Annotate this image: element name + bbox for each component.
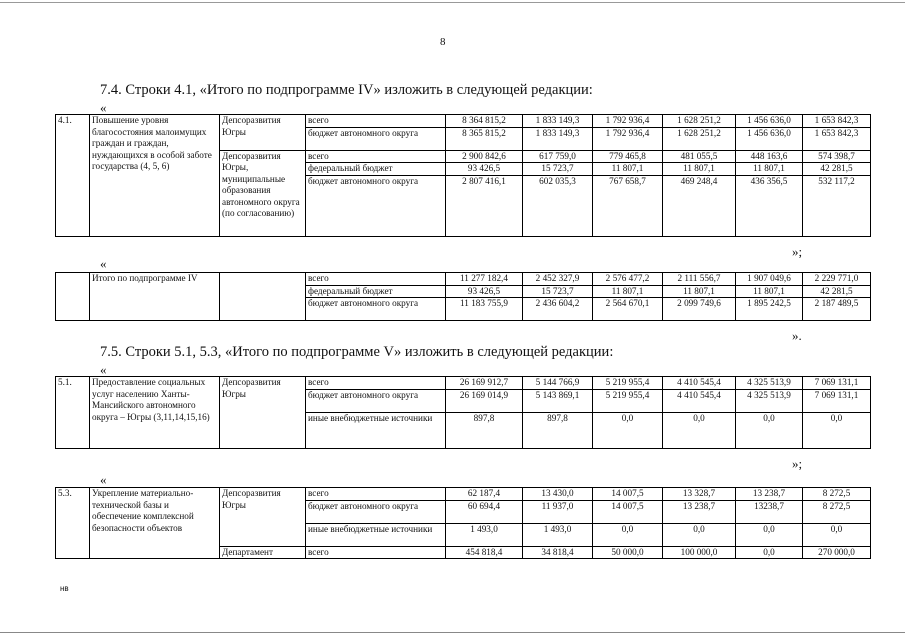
value-cell: 8 272,5 bbox=[803, 500, 871, 523]
value-cell: 1 493,0 bbox=[446, 523, 523, 546]
value-cell: 469 248,4 bbox=[663, 175, 736, 236]
heading-7-4: 7.4. Строки 4.1, «Итого по подпрограмме IV» изложить в следующей редакции: bbox=[100, 82, 593, 98]
source-cell: иные внебюджетные источники bbox=[306, 523, 446, 546]
value-cell: 11 807,1 bbox=[736, 285, 803, 298]
value-cell: 1 456 636,0 bbox=[736, 115, 803, 128]
source-cell: федеральный бюджет bbox=[306, 163, 446, 176]
open-quote: « bbox=[100, 100, 107, 115]
value-cell: 2 111 556,7 bbox=[663, 273, 736, 286]
activity-name: Повышение уровня благосостояния малоимущих граждан и граждан, нуждающихся в особой заботе государства (4, 5, 6) bbox=[90, 115, 220, 237]
open-quote: « bbox=[100, 256, 107, 271]
value-cell: 779 465,8 bbox=[593, 150, 663, 163]
value-cell: 2 576 477,2 bbox=[593, 273, 663, 286]
row-number: 5.3. bbox=[56, 488, 90, 559]
table-row-5-3 bbox=[55, 487, 871, 559]
value-cell: 26 169 014,9 bbox=[446, 389, 523, 412]
value-cell: 602 035,3 bbox=[523, 175, 593, 236]
value-cell: 2 900 842,6 bbox=[446, 150, 523, 163]
activity-name: Предоставление социальных услуг населению Ханты-Мансийского автономного округа – Югры (3,11,14,15,16) bbox=[90, 377, 220, 449]
value-cell: 50 000,0 bbox=[593, 546, 663, 559]
value-cell: 11 937,0 bbox=[523, 500, 593, 523]
table-row bbox=[56, 488, 871, 501]
page-number: 8 bbox=[440, 36, 446, 48]
row-number: 4.1. bbox=[56, 115, 90, 237]
source-cell: бюджет автономного округа bbox=[306, 175, 446, 236]
value-cell: 15 723,7 bbox=[523, 163, 593, 176]
source-cell: федеральный бюджет bbox=[306, 285, 446, 298]
value-cell: 1 653 842,3 bbox=[803, 127, 871, 150]
value-cell: 0,0 bbox=[663, 523, 736, 546]
value-cell: 767 658,7 bbox=[593, 175, 663, 236]
source-cell: иные внебюджетные источники bbox=[306, 412, 446, 448]
value-cell: 11 807,1 bbox=[736, 163, 803, 176]
value-cell: 4 410 545,4 bbox=[663, 377, 736, 390]
value-cell: 8 364 815,2 bbox=[446, 115, 523, 128]
value-cell: 7 069 131,1 bbox=[803, 389, 871, 412]
value-cell: 62 187,4 bbox=[446, 488, 523, 501]
value-cell: 0,0 bbox=[593, 523, 663, 546]
value-cell: 4 325 513,9 bbox=[736, 389, 803, 412]
value-cell: 1 833 149,3 bbox=[523, 115, 593, 128]
value-cell: 1 493,0 bbox=[523, 523, 593, 546]
value-cell: 5 144 766,9 bbox=[523, 377, 593, 390]
value-cell: 0,0 bbox=[593, 412, 663, 448]
value-cell: 14 007,5 bbox=[593, 500, 663, 523]
executor-cell bbox=[220, 273, 306, 321]
value-cell: 93 426,5 bbox=[446, 163, 523, 176]
source-cell: всего bbox=[306, 488, 446, 501]
value-cell: 15 723,7 bbox=[523, 285, 593, 298]
close-quote-3: »; bbox=[792, 456, 803, 471]
activity-name: Укрепление материально-технической базы и обеспечение комплексной безопасности объектов bbox=[90, 488, 220, 559]
value-cell: 14 007,5 bbox=[593, 488, 663, 501]
table-total-iv bbox=[55, 272, 871, 321]
value-cell: 11 807,1 bbox=[593, 163, 663, 176]
value-cell: 0,0 bbox=[803, 412, 871, 448]
value-cell: 0,0 bbox=[736, 412, 803, 448]
value-cell: 2 564 670,1 bbox=[593, 298, 663, 321]
table-row-4-1 bbox=[55, 114, 871, 237]
value-cell: 1 456 636,0 bbox=[736, 127, 803, 150]
footer-mark: нв bbox=[60, 584, 69, 593]
value-cell: 34 818,4 bbox=[523, 546, 593, 559]
value-cell: 2 452 327,9 bbox=[523, 273, 593, 286]
table-row bbox=[56, 115, 871, 128]
value-cell: 897,8 bbox=[446, 412, 523, 448]
value-cell: 1 895 242,5 bbox=[736, 298, 803, 321]
value-cell: 11 807,1 bbox=[663, 163, 736, 176]
value-cell: 5 219 955,4 bbox=[593, 389, 663, 412]
value-cell: 481 055,5 bbox=[663, 150, 736, 163]
value-cell: 8 365 815,2 bbox=[446, 127, 523, 150]
value-cell: 1 792 936,4 bbox=[593, 115, 663, 128]
row-number bbox=[56, 273, 90, 321]
value-cell: 13 238,7 bbox=[736, 488, 803, 501]
value-cell: 1 653 842,3 bbox=[803, 115, 871, 128]
value-cell: 13 328,7 bbox=[663, 488, 736, 501]
executor-cell: Депсоразвития Югры, муниципальные образования автономного округа (по согласованию) bbox=[220, 150, 306, 236]
value-cell: 11 183 755,9 bbox=[446, 298, 523, 321]
activity-name: Итого по подпрограмме IV bbox=[90, 273, 220, 321]
value-cell: 617 759,0 bbox=[523, 150, 593, 163]
scan-top-edge bbox=[0, 2, 905, 3]
value-cell: 8 272,5 bbox=[803, 488, 871, 501]
value-cell: 897,8 bbox=[523, 412, 593, 448]
value-cell: 13 430,0 bbox=[523, 488, 593, 501]
value-cell: 1 628 251,2 bbox=[663, 115, 736, 128]
value-cell: 574 398,7 bbox=[803, 150, 871, 163]
value-cell: 13238,7 bbox=[736, 500, 803, 523]
executor-cell: Депсоразвития Югры bbox=[220, 488, 306, 547]
value-cell: 13 238,7 bbox=[663, 500, 736, 523]
source-cell: всего bbox=[306, 546, 446, 559]
table-row bbox=[56, 377, 871, 390]
scan-bottom-edge bbox=[0, 632, 905, 633]
value-cell: 0,0 bbox=[663, 412, 736, 448]
value-cell: 60 694,4 bbox=[446, 500, 523, 523]
source-cell: бюджет автономного округа bbox=[306, 389, 446, 412]
value-cell: 5 143 869,1 bbox=[523, 389, 593, 412]
value-cell: 11 807,1 bbox=[593, 285, 663, 298]
value-cell: 448 163,6 bbox=[736, 150, 803, 163]
executor-cell: Департамент bbox=[220, 546, 306, 559]
value-cell: 270 000,0 bbox=[803, 546, 871, 559]
value-cell: 454 818,4 bbox=[446, 546, 523, 559]
value-cell: 4 410 545,4 bbox=[663, 389, 736, 412]
value-cell: 42 281,5 bbox=[803, 285, 871, 298]
source-cell: всего bbox=[306, 273, 446, 286]
value-cell: 0,0 bbox=[736, 546, 803, 559]
value-cell: 1 833 149,3 bbox=[523, 127, 593, 150]
source-cell: всего bbox=[306, 115, 446, 128]
row-number: 5.1. bbox=[56, 377, 90, 449]
value-cell: 2 099 749,6 bbox=[663, 298, 736, 321]
value-cell: 2 187 489,5 bbox=[803, 298, 871, 321]
value-cell: 0,0 bbox=[803, 523, 871, 546]
open-quote: « bbox=[100, 362, 107, 377]
value-cell: 1 628 251,2 bbox=[663, 127, 736, 150]
value-cell: 42 281,5 bbox=[803, 163, 871, 176]
source-cell: бюджет автономного округа bbox=[306, 500, 446, 523]
source-cell: всего bbox=[306, 377, 446, 390]
table-row bbox=[56, 273, 871, 286]
value-cell: 436 356,5 bbox=[736, 175, 803, 236]
value-cell: 532 117,2 bbox=[803, 175, 871, 236]
executor-cell: Депсоразвития Югры bbox=[220, 115, 306, 151]
close-quote-1: »; bbox=[792, 244, 803, 259]
value-cell: 11 277 182,4 bbox=[446, 273, 523, 286]
value-cell: 2 229 771,0 bbox=[803, 273, 871, 286]
open-quote: « bbox=[100, 472, 107, 487]
value-cell: 100 000,0 bbox=[663, 546, 736, 559]
value-cell: 2 436 604,2 bbox=[523, 298, 593, 321]
value-cell: 0,0 bbox=[736, 523, 803, 546]
value-cell: 11 807,1 bbox=[663, 285, 736, 298]
close-quote-2: ». bbox=[792, 328, 802, 343]
value-cell: 4 325 513,9 bbox=[736, 377, 803, 390]
value-cell: 1 792 936,4 bbox=[593, 127, 663, 150]
heading-7-5: 7.5. Строки 5.1, 5.3, «Итого по подпрограмме V» изложить в следующей редакции: bbox=[100, 344, 614, 360]
value-cell: 26 169 912,7 bbox=[446, 377, 523, 390]
table-row-5-1 bbox=[55, 376, 871, 449]
executor-cell: Депсоразвития Югры bbox=[220, 377, 306, 449]
value-cell: 7 069 131,1 bbox=[803, 377, 871, 390]
source-cell: бюджет автономного округа bbox=[306, 298, 446, 321]
source-cell: всего bbox=[306, 150, 446, 163]
value-cell: 5 219 955,4 bbox=[593, 377, 663, 390]
value-cell: 1 907 049,6 bbox=[736, 273, 803, 286]
value-cell: 93 426,5 bbox=[446, 285, 523, 298]
value-cell: 2 807 416,1 bbox=[446, 175, 523, 236]
source-cell: бюджет автономного округа bbox=[306, 127, 446, 150]
